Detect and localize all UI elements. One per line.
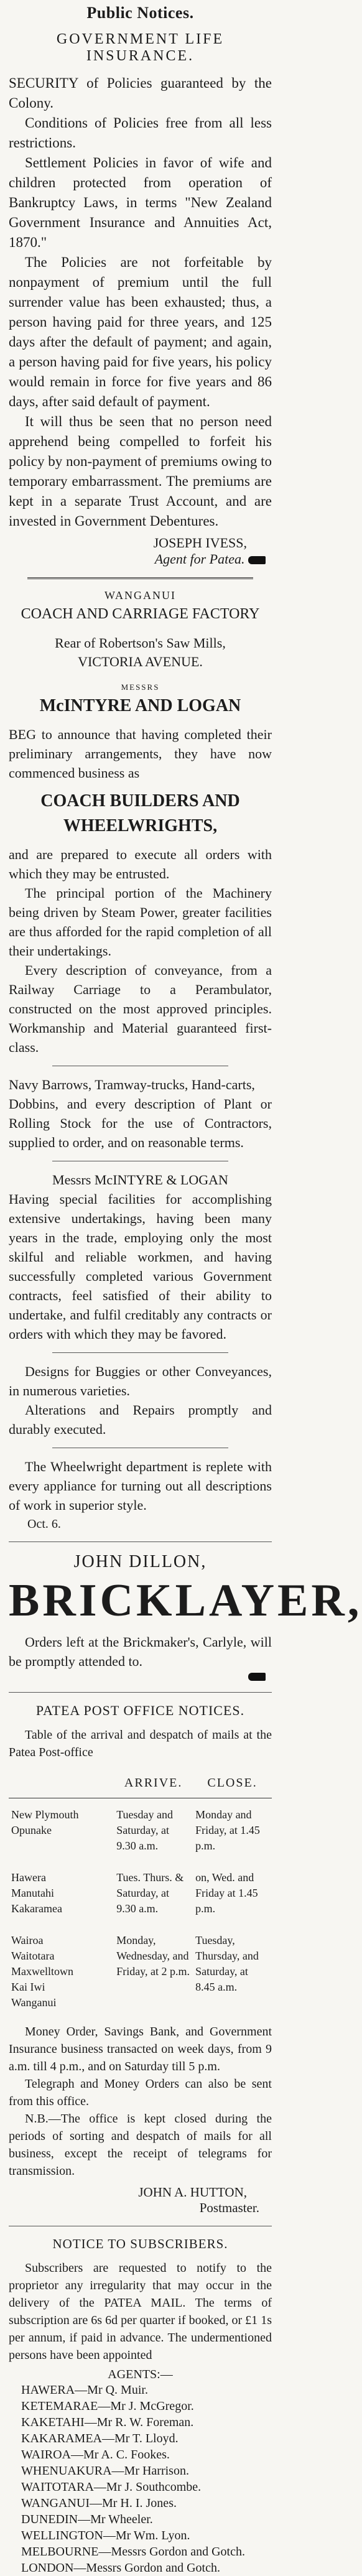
agent-item: DUNEDIN—Mr Wheeler. — [21, 2513, 153, 2526]
factory-location: Rear of Robertson's Saw Mills, VICTORIA AVENUE. — [55, 635, 226, 669]
table-header-row — [9, 1769, 272, 1798]
factory-town: WANGANUI — [104, 589, 176, 602]
post-office-notice — [9, 1703, 272, 2216]
arrive-cell: Tuesday and Saturday, at 9.30 a.m. — [116, 1808, 174, 1852]
factory-date: Oct. 6. — [27, 1517, 61, 1531]
arrive-cell: Monday, Wednesday, and Friday, at 2 p.m. — [116, 1934, 190, 1978]
mail-place: New Plymouth — [11, 1808, 79, 1821]
insurance-signature-role: Agent for Patea. — [154, 551, 245, 567]
bricklayer-notice: Orders left at the Brickmaker's, Carlyle, will be promptly attended to. — [9, 1634, 272, 1669]
post-office-title: PATEA POST OFFICE NOTICES. — [35, 1703, 245, 1718]
section-divider — [27, 577, 253, 579]
subscribers-text: Subscribers are requested to notify to the proprietor any irregularity that may occur in the delivery of the PATEA MAIL. The terms of subscription are 6s 6d per quarter if booked, or £1 1s per annum, if paid in advance. The undermentioned persons have been appointed — [9, 2261, 272, 2362]
insurance-title: GOVERNMENT LIFE INSURANCE. — [56, 31, 225, 64]
bricklayer-trade: BRICKLAYER, — [9, 1575, 362, 1626]
coach-factory-advertisement — [9, 589, 272, 1532]
bricklayer-name: JOHN DILLON, — [73, 1552, 207, 1571]
factory-trade: COACH BUILDERS AND WHEELWRIGHTS, — [40, 791, 240, 835]
mail-place: Maxwelltown — [11, 1965, 73, 1978]
mail-place: Manutahi — [11, 1887, 54, 1899]
post-office-paragraph: N.B.—The office is kept closed during the periods of sorting and despatch of mails for all business, except the receipt of telegrams for transmission. — [9, 2112, 272, 2178]
agent-item: KETEMARAE—Mr J. McGregor. — [21, 2399, 194, 2413]
post-office-signature: JOHN A. HUTTON, — [138, 2185, 247, 2200]
insurance-paragraph: The Policies are not forfeitable by nonpayment of premium until the full surrender value has been exhausted; thus, a person having paid for three years, and 125 days after the default of payment; and again, a person having paid for five years, his policy would remain in force for five years and 86 days, after said default of payment. — [9, 254, 272, 409]
agent-item: WELLINGTON—Mr Wm. Lyon. — [21, 2529, 190, 2542]
factory-intro: BEG to announce that having completed their preliminary arrangements, they have now commenced business as — [9, 727, 272, 781]
factory-messrs: MESSRS — [121, 682, 160, 692]
insurance-paragraph: Conditions of Policies free from all less restrictions. — [9, 115, 272, 151]
post-office-paragraph: Money Order, Savings Bank, and Government Insurance business transacted on week days, from 9 a.m. till 4 p.m., and on Saturday till 5 p.m. — [9, 2025, 272, 2073]
table-row — [9, 1919, 272, 2013]
agent-item: WAITOTARA—Mr J. Southcombe. — [21, 2480, 202, 2494]
factory-paragraph: Dobbins, and every description of Plant or Rolling Stock for the use of Contractors, supplied to order, and on reasonable terms. — [9, 1096, 272, 1150]
pointing-hand-icon — [248, 1673, 266, 1681]
insurance-paragraph: Settlement Policies in favor of wife and children protected from operation of Bankruptcy Laws, in terms "New Zealand Government Insurance and Annuities Act, 1870." — [9, 155, 272, 250]
mail-place: Hawera — [11, 1871, 46, 1884]
factory-paragraph: and are prepared to execute all orders with which they may be entrusted. — [9, 847, 272, 881]
agent-item: WHENUAKURA—Mr Harrison. — [21, 2464, 189, 2478]
factory-paragraph: Navy Barrows, Tramway-trucks, Hand-carts, — [9, 1077, 255, 1092]
insurance-paragraph: SECURITY of Policies guaranteed by the Colony. — [9, 75, 272, 111]
factory-paragraph: The Wheelwright department is replete with every appliance for turning out all descriptions of work in superior style. — [9, 1459, 272, 1513]
agent-item: WAIROA—Mr A. C. Fookes. — [21, 2448, 170, 2462]
divider — [52, 1352, 228, 1353]
mail-place: Wanganui — [11, 1996, 57, 2009]
subscribers-title: NOTICE TO SUBSCRIBERS. — [52, 2236, 228, 2251]
factory-name: COACH AND CARRIAGE FACTORY — [21, 606, 260, 622]
column-header-close: CLOSE. — [193, 1769, 272, 1798]
arrive-cell: Tues. Thurs. & Saturday, at 9.30 a.m. — [116, 1871, 184, 1915]
insurance-signature: JOSEPH IVESS, — [153, 535, 247, 551]
post-office-signature-role: Postmaster. — [199, 2200, 259, 2215]
factory-paragraph: Designs for Buggies or other Conveyances, in numerous varieties. — [9, 1364, 272, 1398]
mail-place: Opunake — [11, 1824, 52, 1836]
table-row — [9, 1798, 272, 1857]
factory-paragraph: Every description of conveyance, from a Railway Carriage to a Perambulator, constructed on the most approved principles. Workmanship and Material guaranteed first-class. — [9, 962, 272, 1055]
section-divider — [9, 1541, 272, 1542]
mail-schedule-table — [9, 1769, 272, 2013]
close-cell: on, Wed. and Friday at 1.45 p.m. — [195, 1871, 258, 1915]
insurance-paragraph: It will thus be seen that no person need apprehend being compelled to forfeit his policy by non-payment of premiums owing to temporary embarrassment. The premiums are kept in a separate Trust Account, and are invested in Government Debentures. — [9, 414, 272, 529]
agents-title: AGENTS:— — [108, 2368, 173, 2381]
insurance-notice — [9, 31, 272, 567]
agent-item: KAKARAMEA—Mr T. Lloyd. — [21, 2432, 179, 2445]
close-cell: Monday and Friday, at 1.45 p.m. — [195, 1808, 260, 1852]
mail-place: Wairoa — [11, 1934, 44, 1946]
close-cell: Tuesday, Thursday, and Saturday, at 8.45 a.m. — [195, 1934, 259, 1993]
factory-paragraph: The principal portion of the Machinery being driven by Steam Power, greater facilities are thus afforded for the rapid completion of all their undertakings. — [9, 885, 272, 959]
bricklayer-advertisement — [9, 1552, 362, 1682]
mail-place: Kakaramea — [11, 1902, 62, 1915]
mail-place: Waitotara — [11, 1950, 55, 1962]
subscribers-notice — [9, 2236, 272, 2576]
factory-partners-repeat: Messrs McINTYRE & LOGAN — [52, 1172, 228, 1188]
factory-paragraph: Having special facilities for accomplishing extensive undertakings, having been many years in the trade, employing only the most skilful and reliable workmen, and having successfully completed various Government contracts, feel satisfied of their ability to undertake, and fulfil creditably any contracts or orders with which they may be favored. — [9, 1191, 272, 1342]
agent-item: HAWERA—Mr Q. Muir. — [21, 2383, 148, 2397]
agent-item: WANGANUI—Mr H. I. Jones. — [21, 2496, 177, 2510]
post-office-paragraph: Telegraph and Money Orders can also be sent from this office. — [9, 2077, 272, 2108]
mail-place: Kai Iwi — [11, 1981, 45, 1993]
pointing-hand-icon — [248, 556, 266, 564]
agent-item: LONDON—Messrs Gordon and Gotch. — [21, 2561, 220, 2575]
factory-partners: McINTYRE AND LOGAN — [39, 696, 241, 715]
section-header: Public Notices. — [86, 4, 194, 22]
column-header-arrive: ARRIVE. — [114, 1769, 193, 1798]
section-divider — [9, 1692, 272, 1693]
agent-item: MELBOURNE—Messrs Gordon and Gotch. — [21, 2545, 245, 2559]
table-row — [9, 1856, 272, 1919]
post-office-intro: Table of the arrival and despatch of mails at the Patea Post-office — [9, 1728, 272, 1759]
agent-item: KAKETAHI—Mr R. W. Foreman. — [21, 2416, 194, 2429]
factory-paragraph: Alterations and Repairs promptly and durably executed. — [9, 1402, 272, 1437]
